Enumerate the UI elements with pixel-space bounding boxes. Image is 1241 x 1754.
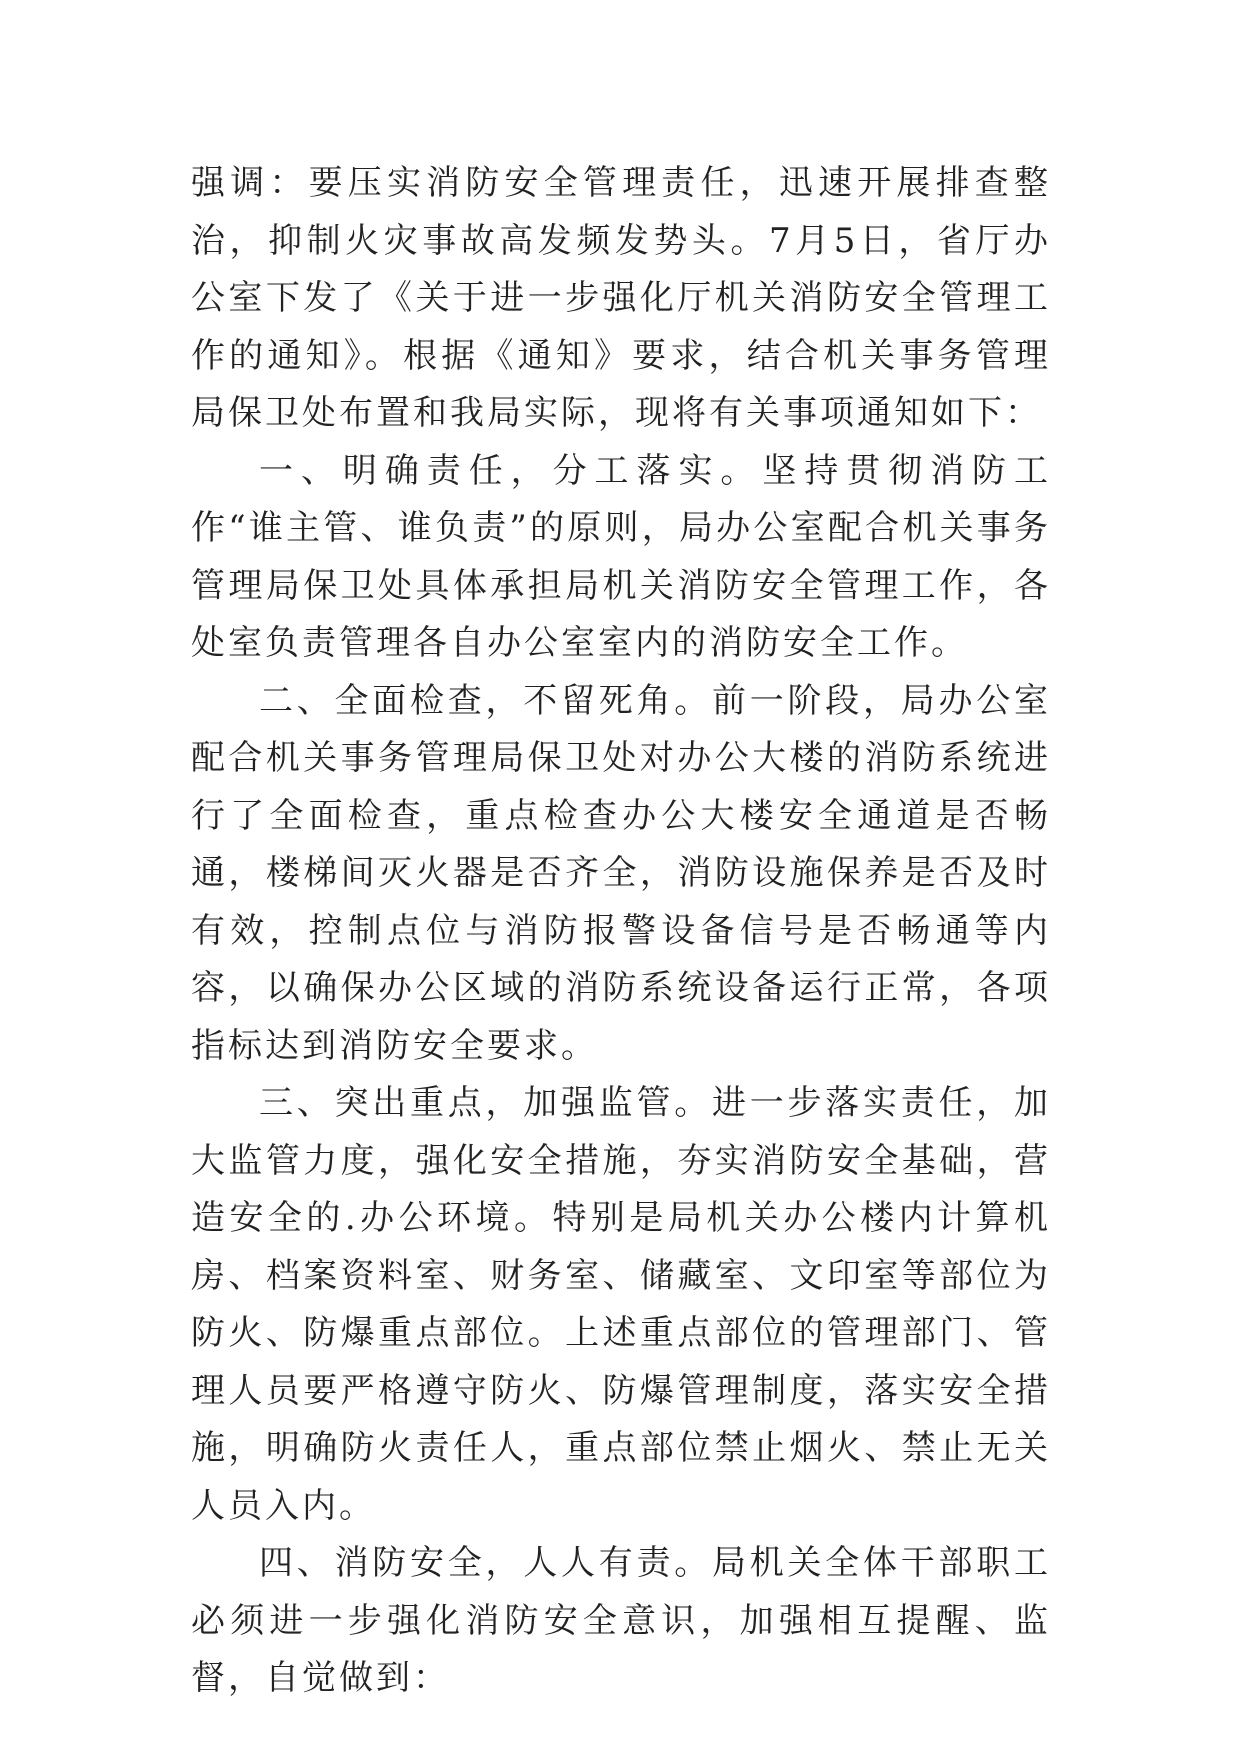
paragraph-section-4: 四、消防安全，人人有责。局机关全体干部职工必须进一步强化消防安全意识，加强相互提醒、监督，自觉做到： [191,1543,1051,1698]
paragraph-intro: 强调：要压实消防安全管理责任，迅速开展排查整治，抑制火灾事故高发频发势头。7月5日，省厅办公室下发了《关于进一步强化厅机关消防安全管理工作的通知》。根据《通知》要求，结合机关事务管理局保卫处布置和我局实际，现将有关事项通知如下： [191,163,1051,433]
paragraph-section-2: 二、全面检查，不留死角。前一阶段，局办公室配合机关事务管理局保卫处对办公大楼的消防系统进行了全面检查，重点检查办公大楼安全通道是否畅通，楼梯间灭火器是否齐全，消防设施保养是否及时有效，控制点位与消防报警设备信号是否畅通等内容，以确保办公区域的消防系统设备运行正常，各项指标达到消防安全要求。 [191,680,1051,1066]
paragraph-section-3: 三、突出重点，加强监管。进一步落实责任，加大监管力度，强化安全措施，夯实消防安全基础，营造安全的.办公环境。特别是局机关办公楼内计算机房、档案资料室、财务室、储藏室、文印室等部位为防火、防爆重点部位。上述重点部位的管理部门、管理人员要严格遵守防火、防爆管理制度，落实安全措施，明确防火责任人，重点部位禁止烟火、禁止无关人员入内。 [191,1083,1051,1526]
paragraph-section-1: 一、明确责任，分工落实。坚持贯彻消防工作“谁主管、谁负责”的原则，局办公室配合机关事务管理局保卫处具体承担局机关消防安全管理工作，各处室负责管理各自办公室室内的消防安全工作。 [191,450,1051,663]
document-body [191,155,1051,1708]
